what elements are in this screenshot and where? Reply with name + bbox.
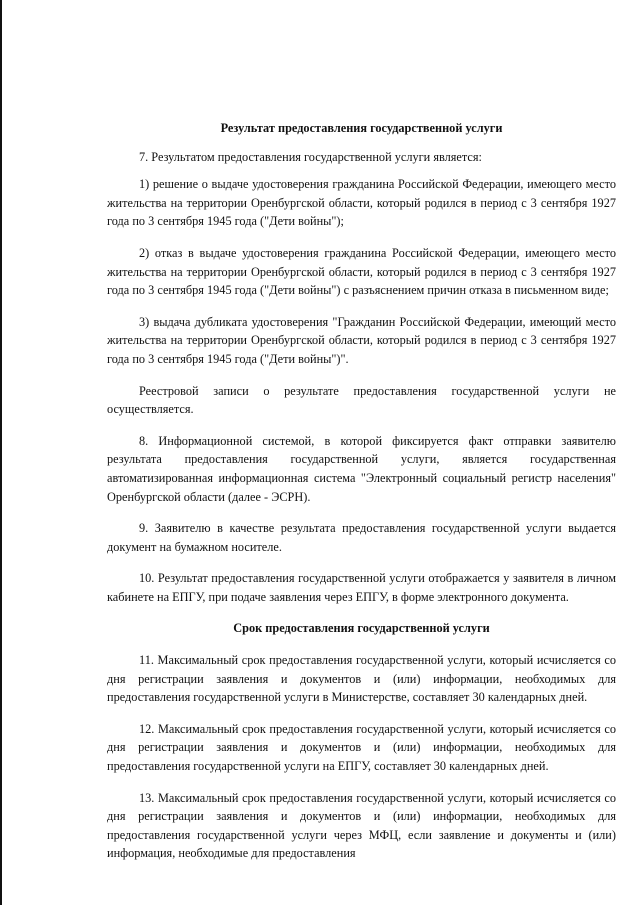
paragraph-10: 10. Результат предоставления государственной услуги отображается у заявителя в личном кабинете на ЕПГУ, при подаче заявления через ЕПГУ, в форме электронного документа.: [107, 571, 616, 604]
paragraph-7-item-3: 3) выдача дубликата удостоверения "Гражданин Российской Федерации, имеющий место жительства на территории Оренбургской области, который родился в период с 3 сентября 1927 года по 3 сентября 1945 года ("Дети войны")".: [107, 314, 616, 366]
document-body: [107, 119, 616, 863]
paragraph-12: 12. Максимальный срок предоставления государственной услуги, который исчисляется со дня регистрации заявления и документов и (или) информации, необходимых для предоставления государственной услуги на ЕПГУ, составляет 30 календарных дней.: [107, 721, 616, 774]
paragraph-11: 11. Максимальный срок предоставления государственной услуги, который исчисляется со дня регистрации заявления и документов и (или) информации, необходимых для предоставления государственной услуги в Министерстве, составляет 30 календарных дней.: [107, 653, 616, 705]
paragraph-7-item-2: 2) отказ в выдаче удостоверения гражданина Российской Федерации, имеющего место жительства на территории Оренбургской области, который родился в период с 3 сентября 1927 года по 3 сентября 1945 года ("Дети войны") с разъяснением причин отказа в письменном виде;: [107, 245, 616, 298]
paragraph-8: 8. Информационной системой, в которой фиксируется факт отправки заявителю результата предоставления государственной услуги, является государственная автоматизированная информационная система "Электронный социальный регистр населения" Оренбургской области (далее - ЭСРН).: [107, 433, 616, 504]
page-left-border: [0, 0, 2, 905]
paragraph-7: 7. Результатом предоставления государственной услуги является:: [139, 149, 482, 164]
paragraph-13: 13. Максимальный срок предоставления государственной услуги, который исчисляется со дня регистрации заявления и документов и (или) информации, необходимых для предоставления государственной услуги через МФЦ, если заявление и документы и (или) информация, необходимые для предоставления: [107, 790, 616, 861]
section-heading-result: Результат предоставления государственной услуги: [220, 121, 503, 135]
section-heading-term: Срок предоставления государственной услуги: [233, 621, 490, 636]
paragraph-7-item-1: 1) решение о выдаче удостоверения гражданина Российской Федерации, имеющего место жительства на территории Оренбургской области, который родился в период с 3 сентября 1927 года по 3 сентября 1945 года ("Дети войны");: [107, 177, 616, 229]
paragraph-9: 9. Заявителю в качестве результата предоставления государственной услуги выдается документ на бумажном носителе.: [107, 521, 616, 554]
paragraph-registry-note: Реестровой записи о результате предоставления государственной услуги не осуществляется.: [107, 383, 616, 417]
